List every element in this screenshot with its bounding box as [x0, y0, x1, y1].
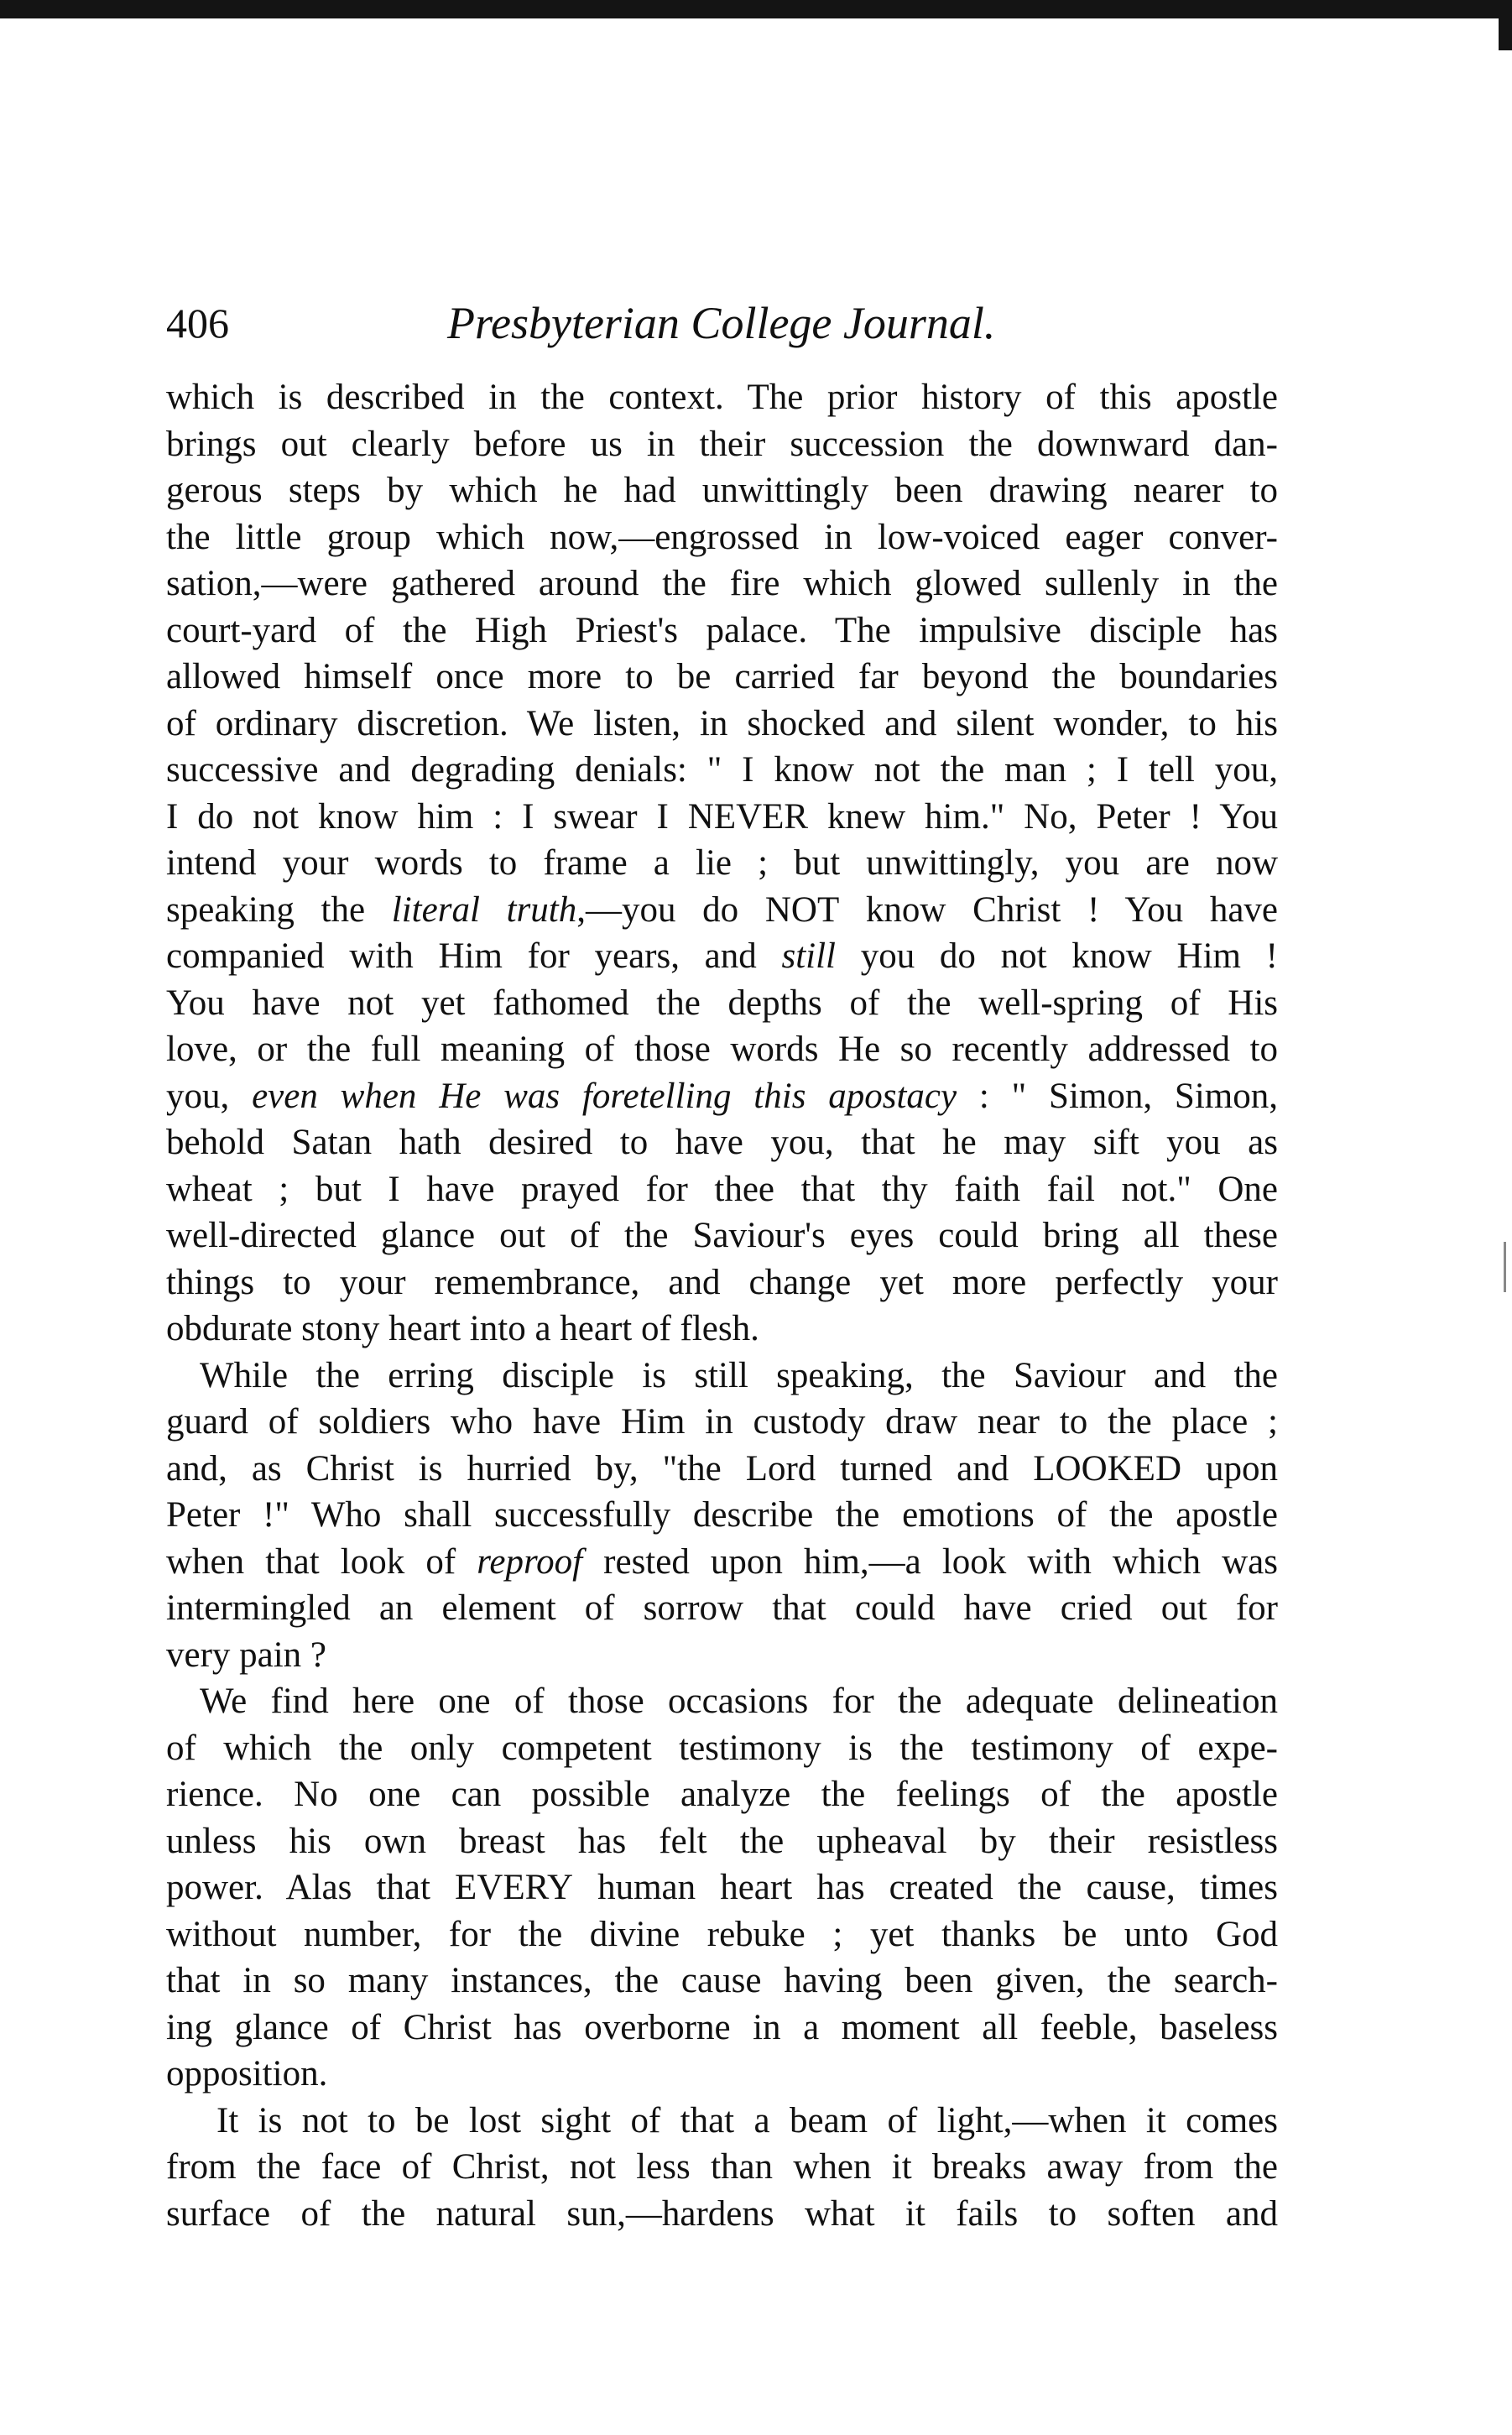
text-run: when that look of [166, 1541, 477, 1582]
text-line: of ordinary discretion. We listen, in shocked and silent wonder, to his [166, 703, 1278, 743]
text-line: brings out clearly before us in their succession the downward dan- [166, 424, 1278, 464]
text-line: Peter !" Who shall successfully describe the emotions of the apostle [166, 1495, 1278, 1535]
italic-emphasis: even when He was foretelling this apostacy [252, 1076, 957, 1116]
text-run: rested upon him,—a look with which was [582, 1541, 1278, 1582]
text-run: : " Simon, Simon, [957, 1076, 1278, 1116]
text-run: you, [166, 1076, 253, 1116]
text-run: know Christ ! You have [839, 889, 1278, 930]
text-line [166, 933, 1278, 980]
text-line: that in so many instances, the cause having been given, the search- [166, 1961, 1278, 2000]
text-line: intend your words to frame a lie ; but unwittingly, you are now [166, 843, 1278, 883]
text-line: While the erring disciple is still speaking, the Saviour and the [200, 1355, 1278, 1395]
text-line: ing glance of Christ has overborne in a moment all feeble, baseless [166, 2007, 1278, 2047]
text-run: knew him." No, Peter ! You [808, 796, 1278, 837]
text-line: well-directed glance out of the Saviour's eyes could bring all these [166, 1216, 1278, 1255]
small-caps-emphasis: NOT [764, 889, 840, 930]
text-line: very pain ? [166, 1635, 327, 1675]
text-line [166, 1864, 1278, 1911]
text-line: the little group which now,—engrossed in low-voiced eager conver- [166, 517, 1278, 557]
text-run: I do not know him : I swear I [166, 796, 688, 837]
text-line: surface of the natural sun,—hardens what it fails to soften and [166, 2193, 1278, 2234]
italic-emphasis: still [781, 936, 836, 976]
text-run: speaking the [166, 889, 392, 930]
text-run: you do not know Him ! [836, 936, 1278, 976]
text-line [166, 1446, 1278, 1493]
text-run: companied with Him for years, and [166, 936, 782, 976]
margin-tick [1504, 1242, 1506, 1292]
text-run: power. Alas that [166, 1868, 456, 1907]
text-line: successive and degrading denials: " I know not the man ; I tell you, [166, 750, 1278, 790]
text-line: wheat ; but I have prayed for thee that thy faith fail not." One [166, 1169, 1278, 1209]
text-line [166, 887, 1278, 934]
body-text [166, 374, 1278, 2237]
text-line: of which the only competent testimony is the testimony of expe- [166, 1728, 1278, 1768]
text-line: allowed himself once more to be carried far beyond the boundaries [166, 657, 1278, 696]
right-edge-mark [1499, 0, 1512, 50]
text-line [166, 1073, 1278, 1120]
text-run: ,—you do [576, 889, 765, 930]
italic-emphasis: reproof [477, 1541, 583, 1582]
text-line: sation,—were gathered around the fire which glowed sullenly in the [166, 564, 1278, 603]
top-border-rule [0, 0, 1512, 18]
text-line: opposition. [166, 2054, 328, 2093]
text-line [166, 794, 1278, 841]
text-line: intermingled an element of sorrow that could have cried out for [166, 1588, 1278, 1628]
italic-emphasis: literal truth [391, 889, 577, 930]
text-line: gerous steps by which he had unwittingly been drawing nearer to [166, 471, 1278, 510]
text-run: upon [1181, 1448, 1278, 1489]
text-run: human heart has created the cause, times [573, 1868, 1278, 1907]
text-line: from the face of Christ, not less than when it breaks away from the [166, 2147, 1278, 2187]
text-line [166, 1539, 1278, 1586]
text-line: rience. No one can possible analyze the feelings of the apostle [166, 1775, 1278, 1814]
text-line: guard of soldiers who have Him in custody draw near to the place ; [166, 1402, 1278, 1442]
text-line: We find here one of those occasions for the adequate delineation [200, 1682, 1278, 1721]
text-line: things to your remembrance, and change yet more perfectly your [166, 1262, 1278, 1302]
text-line: It is not to be lost sight of that a beam of light,—when it comes [216, 2100, 1278, 2140]
text-line: which is described in the context. The prior history of this apostle [166, 378, 1278, 417]
small-caps-emphasis: NEVER [687, 796, 809, 837]
text-line: love, or the full meaning of those words He so recently addressed to [166, 1030, 1278, 1069]
text-line: behold Satan hath desired to have you, that he may sift you as [166, 1123, 1278, 1162]
running-title: Presbyterian College Journal. [447, 298, 996, 348]
page-number: 406 [166, 300, 229, 347]
text-line: without number, for the divine rebuke ; yet thanks be unto God [166, 1914, 1278, 1954]
text-run: and, as Christ is hurried by, "the Lord turned and [166, 1448, 1034, 1489]
page-header [166, 294, 1278, 352]
small-caps-emphasis: LOOKED [1033, 1448, 1181, 1489]
text-line: You have not yet fathomed the depths of the well-spring of His [166, 983, 1278, 1023]
small-caps-emphasis: EVERY [455, 1868, 573, 1907]
text-line: unless his own breast has felt the upheaval by their resistless [166, 1821, 1278, 1861]
text-line: court-yard of the High Priest's palace. The impulsive disciple has [166, 610, 1278, 650]
text-line: obdurate stony heart into a heart of flesh. [166, 1309, 759, 1348]
